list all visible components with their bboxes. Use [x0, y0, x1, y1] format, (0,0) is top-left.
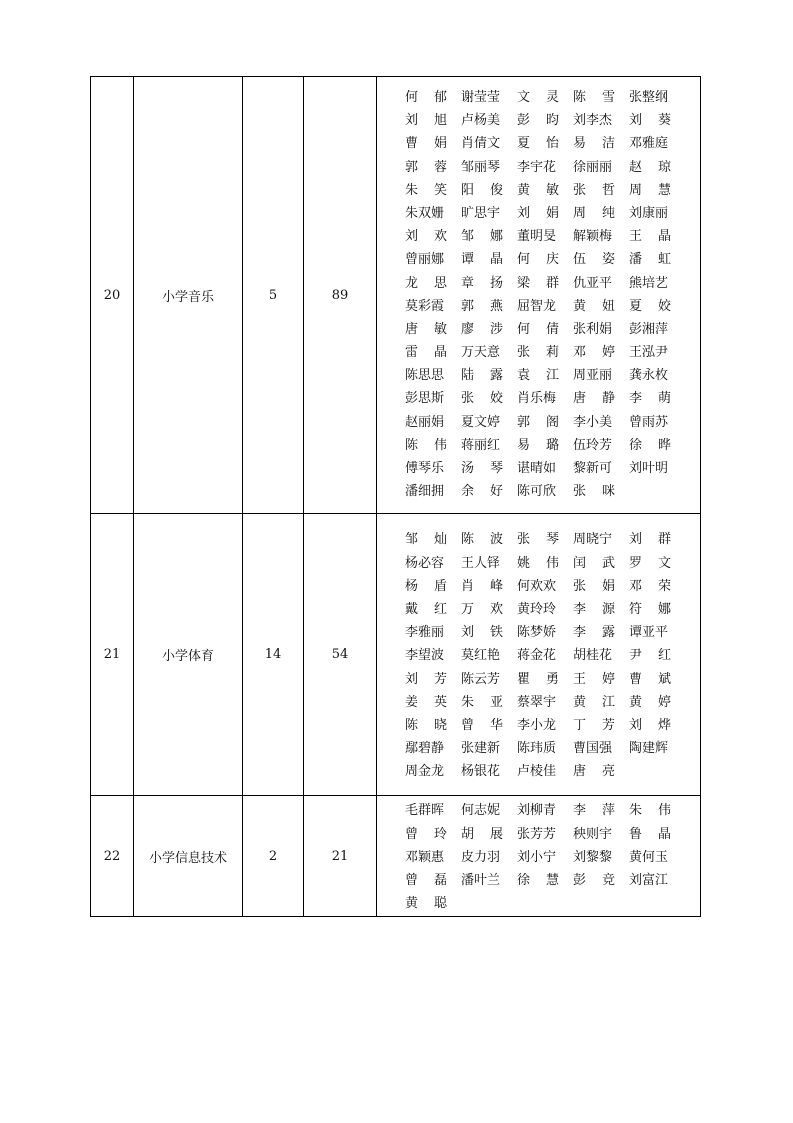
candidate-name: 谌晴如 — [517, 461, 557, 476]
candidate-name: 肖 峰 — [461, 578, 503, 594]
recruitment-roster-table — [90, 76, 701, 917]
quota-count: 14 — [243, 514, 304, 796]
candidate-name: 周晓宁 — [573, 532, 613, 548]
subject-name: 小学音乐 — [134, 77, 243, 514]
candidate-name: 万 欢 — [461, 601, 503, 617]
candidate-name: 唐 亮 — [573, 764, 615, 780]
candidate-name: 龚永枚 — [629, 368, 669, 384]
quota-count: 2 — [243, 796, 304, 917]
subject-name: 小学信息技术 — [134, 796, 243, 917]
candidate-name: 鄢碧静 — [405, 741, 445, 757]
candidate-name: 曹国强 — [573, 741, 613, 757]
candidate-name: 郭 燕 — [461, 298, 503, 314]
candidate-name: 夏 姣 — [629, 298, 671, 314]
candidate-count: 54 — [304, 514, 377, 796]
row-number: 20 — [91, 77, 134, 514]
candidate-name: 彭 昀 — [517, 113, 559, 129]
candidate-name: 屈智龙 — [517, 298, 557, 314]
candidate-name: 张 莉 — [517, 345, 559, 361]
candidate-name: 陈 晓 — [405, 717, 447, 733]
candidate-name: 邹 灿 — [405, 532, 447, 548]
quota-count: 5 — [243, 77, 304, 514]
candidate-name: 刘小宁 — [517, 849, 557, 865]
candidate-name: 刘 芳 — [405, 671, 447, 687]
candidate-name: 邹 娜 — [461, 229, 503, 245]
candidate-name: 周亚丽 — [573, 368, 613, 384]
candidate-name: 黄 婷 — [629, 694, 671, 710]
candidate-name: 陈梦娇 — [517, 625, 557, 641]
candidate-name: 周 纯 — [573, 205, 615, 221]
candidate-name: 秧则宇 — [573, 826, 613, 842]
candidate-name: 陶建辉 — [629, 741, 669, 757]
candidate-name: 丁 芳 — [573, 717, 615, 733]
candidate-name: 汤 琴 — [461, 461, 503, 476]
candidate-name: 陈 伟 — [405, 437, 447, 453]
candidate-name: 姜 英 — [405, 694, 447, 710]
candidate-name: 肖倩文 — [461, 136, 501, 152]
candidate-name: 周金龙 — [405, 764, 445, 780]
candidate-names-list — [377, 796, 700, 916]
candidate-names-cell — [377, 77, 701, 514]
candidate-name: 徐丽丽 — [573, 159, 613, 175]
candidate-name: 曾 磊 — [405, 873, 447, 888]
candidate-name: 刘柳青 — [517, 803, 557, 819]
candidate-name: 肖乐梅 — [517, 391, 557, 407]
candidate-name: 何 郁 — [405, 90, 447, 105]
candidate-name: 胡桂花 — [573, 648, 613, 664]
candidate-name: 卢棱佳 — [517, 764, 557, 780]
candidate-name: 刘 铁 — [461, 625, 503, 641]
candidate-name: 刘富江 — [629, 873, 669, 888]
candidate-name: 刘 娟 — [517, 205, 559, 221]
candidate-name: 刘康丽 — [629, 205, 669, 221]
table-row — [91, 77, 701, 514]
candidate-name: 仇亚平 — [573, 275, 613, 291]
candidate-name: 刘叶明 — [629, 461, 669, 476]
candidate-name: 郭 蓉 — [405, 159, 447, 175]
candidate-name: 彭思斯 — [405, 391, 445, 407]
candidate-name: 潘细拥 — [405, 484, 445, 500]
candidate-name: 陆 露 — [461, 368, 503, 384]
candidate-name: 曾雨苏 — [629, 414, 669, 430]
candidate-names-list — [377, 77, 700, 513]
candidate-name: 廖 涉 — [461, 321, 503, 337]
candidate-name: 李宇花 — [517, 159, 557, 175]
candidate-name: 李 源 — [573, 601, 615, 617]
candidate-name: 杨银花 — [461, 764, 501, 780]
candidate-name: 赵丽娟 — [405, 414, 445, 430]
candidate-name: 邓 荣 — [629, 578, 671, 594]
candidate-name: 雷 晶 — [405, 345, 447, 361]
candidate-name: 黄 聪 — [405, 896, 447, 912]
candidate-name: 陈 波 — [461, 532, 503, 548]
candidate-name: 邓雅庭 — [629, 136, 669, 152]
candidate-name: 张 哲 — [573, 182, 615, 198]
candidate-name: 蒋金花 — [517, 648, 557, 664]
candidate-name: 黄何玉 — [629, 849, 669, 865]
candidate-name: 谢莹莹 — [461, 90, 501, 105]
candidate-name: 刘 欢 — [405, 229, 447, 245]
candidate-name: 朱双姗 — [405, 205, 445, 221]
candidate-name: 李望波 — [405, 648, 445, 664]
candidate-name: 刘 旭 — [405, 113, 447, 129]
candidate-name: 张 咪 — [573, 484, 615, 500]
candidate-name: 何志妮 — [461, 803, 501, 819]
candidate-name: 邓颖惠 — [405, 849, 445, 865]
candidate-name: 易 璐 — [517, 437, 559, 453]
candidate-name: 刘黎黎 — [573, 849, 613, 865]
candidate-name: 陈可欣 — [517, 484, 557, 500]
candidate-count: 89 — [304, 77, 377, 514]
candidate-name: 陈 雪 — [573, 90, 615, 105]
candidate-name: 夏文婷 — [461, 414, 501, 430]
candidate-names-cell — [377, 514, 701, 796]
candidate-name: 彭 竞 — [573, 873, 615, 888]
candidate-name: 李雅丽 — [405, 625, 445, 641]
candidate-name: 杨 盾 — [405, 578, 447, 594]
candidate-name: 张整纲 — [629, 90, 669, 105]
subject-name: 小学体育 — [134, 514, 243, 796]
candidate-name: 戴 红 — [405, 601, 447, 617]
candidate-name: 王泓尹 — [629, 345, 669, 361]
candidate-name: 姚 伟 — [517, 555, 559, 571]
candidate-name: 李 萌 — [629, 391, 671, 407]
candidate-name: 瞿 勇 — [517, 671, 559, 687]
candidate-name: 邓 婷 — [573, 345, 615, 361]
candidate-name: 何 庆 — [517, 252, 559, 268]
candidate-name: 张 琴 — [517, 532, 559, 548]
candidate-name: 张 姣 — [461, 391, 503, 407]
candidate-name: 郭 阁 — [517, 414, 559, 430]
candidate-name: 毛群晖 — [405, 803, 445, 819]
candidate-name: 杨必容 — [405, 555, 445, 571]
candidate-name: 刘李杰 — [573, 113, 613, 129]
candidate-name: 何欢欢 — [517, 578, 557, 594]
candidate-name: 王人铎 — [461, 555, 501, 571]
candidate-name: 曾 玲 — [405, 826, 447, 842]
candidate-name: 曹 娟 — [405, 136, 447, 152]
candidate-name: 蒋丽红 — [461, 437, 501, 453]
candidate-name: 夏 怡 — [517, 136, 559, 152]
candidate-names-list — [377, 514, 700, 795]
candidate-name: 万天意 — [461, 345, 501, 361]
candidate-name: 黄玲玲 — [517, 601, 557, 617]
candidate-name: 李 萍 — [573, 803, 615, 819]
candidate-name: 曾 华 — [461, 717, 503, 733]
candidate-name: 朱 笑 — [405, 182, 447, 198]
candidate-name: 梁 群 — [517, 275, 559, 291]
row-number: 22 — [91, 796, 134, 917]
candidate-name: 张建新 — [461, 741, 501, 757]
candidate-name: 旷思宇 — [461, 205, 501, 221]
candidate-name: 蔡翠宇 — [517, 694, 557, 710]
candidate-name: 罗 文 — [629, 555, 671, 571]
candidate-name: 莫红艳 — [461, 648, 501, 664]
candidate-name: 皮力羽 — [461, 849, 501, 865]
row-number: 21 — [91, 514, 134, 796]
candidate-name: 王 晶 — [629, 229, 671, 245]
candidate-name: 尹 红 — [629, 648, 671, 664]
candidate-count: 21 — [304, 796, 377, 917]
candidate-name: 董明旻 — [517, 229, 557, 245]
candidate-name: 傅琴乐 — [405, 461, 445, 476]
candidate-name: 莫彩霞 — [405, 298, 445, 314]
candidate-name: 张芳芳 — [517, 826, 557, 842]
candidate-name: 易 洁 — [573, 136, 615, 152]
candidate-name: 唐 静 — [573, 391, 615, 407]
candidate-name: 黎新可 — [573, 461, 613, 476]
candidate-name: 黄 妞 — [573, 298, 615, 314]
candidate-names-cell — [377, 796, 701, 917]
candidate-name: 徐 慧 — [517, 873, 559, 888]
candidate-name: 熊培艺 — [629, 275, 669, 291]
candidate-name: 潘 虹 — [629, 252, 671, 268]
candidate-name: 陈思思 — [405, 368, 445, 384]
candidate-name: 王 婷 — [573, 671, 615, 687]
candidate-name: 章 扬 — [461, 275, 503, 291]
candidate-name: 朱 亚 — [461, 694, 503, 710]
candidate-name: 朱 伟 — [629, 803, 671, 819]
candidate-name: 陈玮质 — [517, 741, 557, 757]
candidate-name: 伍 姿 — [573, 252, 615, 268]
candidate-name: 阳 俊 — [461, 182, 503, 198]
candidate-name: 胡 展 — [461, 826, 503, 842]
candidate-name: 闰 武 — [573, 555, 615, 571]
candidate-name: 解颖梅 — [573, 229, 613, 245]
candidate-name: 彭湘萍 — [629, 321, 669, 337]
candidate-name: 周 慧 — [629, 182, 671, 198]
candidate-name: 曹 斌 — [629, 671, 671, 687]
candidate-name: 余 好 — [461, 484, 503, 500]
candidate-name: 文 灵 — [517, 90, 559, 105]
table-row — [91, 514, 701, 796]
candidate-name: 张利娟 — [573, 321, 613, 337]
candidate-name: 李 露 — [573, 625, 615, 641]
candidate-name: 赵 琼 — [629, 159, 671, 175]
candidate-name: 李小美 — [573, 414, 613, 430]
candidate-name: 袁 江 — [517, 368, 559, 384]
candidate-name: 伍玲芳 — [573, 437, 613, 453]
candidate-name: 鲁 晶 — [629, 826, 671, 842]
candidate-name: 刘 葵 — [629, 113, 671, 129]
candidate-name: 潘叶兰 — [461, 873, 501, 888]
candidate-name: 徐 晔 — [629, 437, 671, 453]
candidate-name: 谭 晶 — [461, 252, 503, 268]
candidate-name: 黄 敏 — [517, 182, 559, 198]
candidate-name: 邹丽琴 — [461, 159, 501, 175]
candidate-name: 张 娟 — [573, 578, 615, 594]
candidate-name: 李小龙 — [517, 717, 557, 733]
candidate-name: 谭亚平 — [629, 625, 669, 641]
candidate-name: 陈云芳 — [461, 671, 501, 687]
candidate-name: 刘 烨 — [629, 717, 671, 733]
candidate-name: 符 娜 — [629, 601, 671, 617]
candidate-name: 刘 群 — [629, 532, 671, 548]
candidate-name: 龙 思 — [405, 275, 447, 291]
candidate-name: 卢杨美 — [461, 113, 501, 129]
table-row — [91, 796, 701, 917]
candidate-name: 何 倩 — [517, 321, 559, 337]
candidate-name: 唐 敏 — [405, 321, 447, 337]
candidate-name: 黄 江 — [573, 694, 615, 710]
candidate-name: 曾丽娜 — [405, 252, 445, 268]
